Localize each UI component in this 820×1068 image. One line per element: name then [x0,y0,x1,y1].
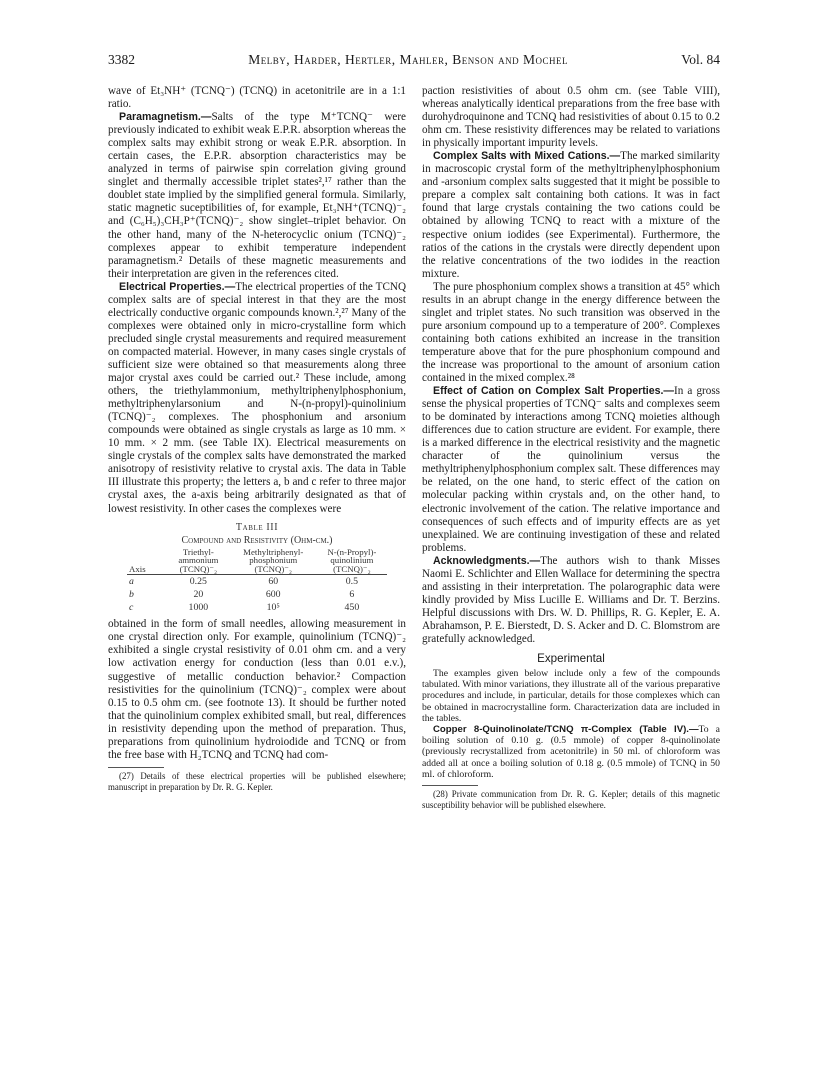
column-header-quinolinium: N-(n-Propyl)- quinolinium (TCNQ)⁻₂ [327,546,377,574]
electrical-text: The electrical properties of the TCNQ complex salts are of special interest in that they are the most electrically conductive organic compounds known.²,²⁷ Many of the complexes were obtained only in micro-crystalline form which precluded single crystal measurements and required measurement on compacted material. However, in many cases single crystals of sufficient size were obtained so that measurements along three major crystal axes could be carried out.² These include, among others, the triethylammonium, methyltriphenylphosphonium, methyltriphenylarsonium and N-(n-propyl)-quinolinium (TCNQ)⁻₂ complexes. The phosphonium and arsonium compounds were obtained as single crystals as large as 10 mm. × 10 mm. × 2 mm. (see Table IX). Electrical measurements on single crystals of the complex salts have demonstrated the marked anisotropy of resistivity relative to crystal axis. The data in Table III illustrate this property; the letters a, b and c refer to three major crystal axes, the a-axis being arbitrarily designated as that of lowest resistivity. In other cases the complexes were [108,280,407,515]
table-cell: 1000 [188,602,209,614]
section-heading-cation-effect: Effect of Cation on Complex Salt Properties.— [433,385,675,398]
section-heading-electrical: Electrical Properties.— [119,280,236,293]
table-iii [108,522,406,615]
table-cell: 0.25 [189,576,207,588]
paramagnetism-text: Salts of the type M⁺TCNQ⁻ were previously indicated to exhibit weak E.P.R. absorption whereas the complex salts may exhibit strong or weak E.P.R. absorption. In certain cases, the E.P.R. absorption characteristics may be analyzed in terms of pairwise spin correlation giving ground singlet and thermally accessible triplet states²,¹⁷ rather than the doublet state implied by the simplified general formula. Similarly, static magnetic suceptibilities of, for example, Et₃NH⁺(TCNQ)⁻₂ and (C₆H₅)₃CH₃P⁺(TCNQ)⁻₂ show singlet–triplet behavior. On the other hand, many of the N-heterocyclic onium (TCNQ)⁻₂ complexes appear to exhibit temperature independent paramagnetism.² Details of these magnetic measurements and their interpretation are given in the references cited. [108,111,406,280]
column-header-triethylammonium: Triethyl- ammonium (TCNQ)⁻₂ [178,546,219,574]
left-column [108,85,406,811]
table-cell: 6 [349,589,355,601]
running-title: Melby, Harder, Hertler, Mahler, Benson and Mochel [248,52,568,67]
section-heading-mixed-cations: Complex Salts with Mixed Cations.— [433,150,621,163]
table-cell: 600 [265,589,281,601]
page-header [108,52,720,68]
column-header-phosphonium: Methyltriphenyl- phosphonium (TCNQ)⁻₂ [243,546,304,574]
paragraph-intro: wave of Et₃NH⁺ (TCNQ⁻) (TCNQ) in acetonitrile are in a 1:1 ratio. [108,85,406,111]
paragraph-cation-effect [422,385,720,555]
table-cell: 20 [193,589,204,601]
acknowledgments-text: The authors wish to thank Misses Naomi E. Schlichter and Ellen Wallace for determining the spectra and assisting in their interpretation. The polarographic data were kindly provided by Miss Lucille E. Williams and Dr. T. Berzins. Helpful discussions with Drs. W. D. Phillips, R. G. Kepler, E. A. Abrahamson, P. E. Bierstedt, D. S. Acker and D. C. Blomstrom are gratefully acknowledged. [422,554,720,645]
paragraph-electrical [108,281,406,516]
table-cell: 10⁵ [266,602,280,614]
table-caption: Compound and Resistivity (Ohm-cm.) [181,534,333,546]
paragraph-compaction: paction resistivities of about 0.5 ohm cm. (see Table VIII), whereas analytically identical preparations from the free base with durohydroquinone and TCNQ had resistivities of about 0.15 to 0.2 ohm cm. These resistivity differences may be related to variations in physically important impurity levels. [422,85,720,150]
footnote-28: (28) Private communication from Dr. R. G. Kepler; details of this magnetic susceptibility behavior will be published elsewhere. [422,789,720,810]
table-row [127,588,387,601]
two-column-body [108,85,720,811]
section-heading-acknowledgments: Acknowledgments.— [433,554,541,567]
table-cell: 60 [268,576,279,588]
table-row [127,575,387,588]
paragraph-acknowledgments [422,555,720,646]
section-heading-paramagnetism: Paramagnetism.— [119,111,212,124]
section-heading-copper-complex: Copper 8-Quinolinolate/TCNQ π-Complex (Table IV).— [433,724,699,736]
mixed-cations-text: The marked similarity in macroscopic crystal form of the methyltriphenylphosphonium and -arsonium complex salts suggested that it might be possible to prepare a complex salt containing both cations. It was in fact found that large crystals containing the two cations could be obtained by allowing TCNQ to react with a mixture of the respective onium iodides (see Experimental). Furthermore, the ratios of the cations in the crystals were directly dependent upon the relative concentrations of the two iodides in the reaction mixture. [422,150,720,280]
column-header-axis: Axis [129,563,146,574]
footnote-rule [108,767,164,768]
table-header-row [127,548,387,575]
table-cell: c [129,602,134,614]
cation-effect-text: In a gross sense the physical properties of TCNQ⁻ salts and complexes seem to be dominated by interactions among TCNQ moieties although differences due to cation structure are evident. For example, there is a marked difference in the electrical resistivity and the magnetic character of the quinolinium versus the methyltriphenylphosphonium complex salt. These differences may be related, on the one hand, to steric effect of the cation on molecular packing within crystals and, on the other hand, to electronic involvement of the cation. The relative importance and consequences of such effects and of impurity effects are as yet unexplained. We are continuing investigation of these and related problems. [422,385,720,554]
footnote-27: (27) Details of these electrical properties will be published elsewhere; manuscript in preparation by Dr. R. G. Kepler. [108,770,406,792]
paragraph-after-table: obtained in the form of small needles, allowing measurement in one crystal direction only. For example, quinolinium (TCNQ)⁻₂ exhibited a single crystal resistivity of 0.01 ohm cm. and a very low activation energy for conduction (less than 0.01 e.v.), suggestive of metallic conduction behavior.² Compaction resistivities for the quinolinium (TCNQ)⁻₂ complex were about 0.15 to 0.5 ohm cm. (see footnote 13). It should be further noted that the quinolinium complex exhibited small, but real, differences in resistivity depending upon the method of preparation. Thus, preparations from quinolinium hydroiodide and TCNQ or from the free base with H₂TCNQ and TCNQ had com- [108,618,406,761]
copper-complex-text: To a boiling solution of 0.10 g. (0.5 mmole) of copper 8-quinolinolate (previously recrystallized from acetonitrile) in 50 ml. of chloroform was added all at once a boiling solution of 0.18 g. (0.5 mmole) of TCNQ in 50 ml. of chloroform. [422,724,720,780]
table-cell: 0.5 [345,576,358,588]
table-cell: b [129,589,134,601]
volume-label: Vol. 84 [681,52,720,67]
paragraph-experimental-intro: The examples given below include only a few of the compounds tabulated. With minor variations, they illustrate all of the various preparative procedures and include, in particular, details for those complexes which can be obtained in macrocrystalline form. Characterization data are included in the tables. [422,668,720,724]
table-row [127,601,387,614]
paragraph-paramagnetism [108,111,406,281]
paragraph-mixed-cations [422,150,720,280]
table-cell: 450 [344,602,360,614]
paragraph-phosphonium-transition: The pure phosphonium complex shows a transition at 45° which results in an abrupt change in the energy difference between the singlet and triplet states. No such transition was observed in the pure arsonium compound up to a temperature of 200°. Complexes containing both cations exhibited an increase in the transition temperature above that for the pure phosphonium compound and the increase was proportional to the amount of arsonium cation contained in the mixed complex.²⁸ [422,280,720,385]
experimental-heading: Experimental [537,652,605,666]
page-number: 3382 [108,52,135,67]
table-title: Table III [235,521,279,533]
right-column [422,85,720,811]
resistivity-table [127,548,387,615]
footnote-rule [422,785,478,786]
paragraph-copper-complex [422,724,720,780]
table-cell: a [129,576,134,588]
